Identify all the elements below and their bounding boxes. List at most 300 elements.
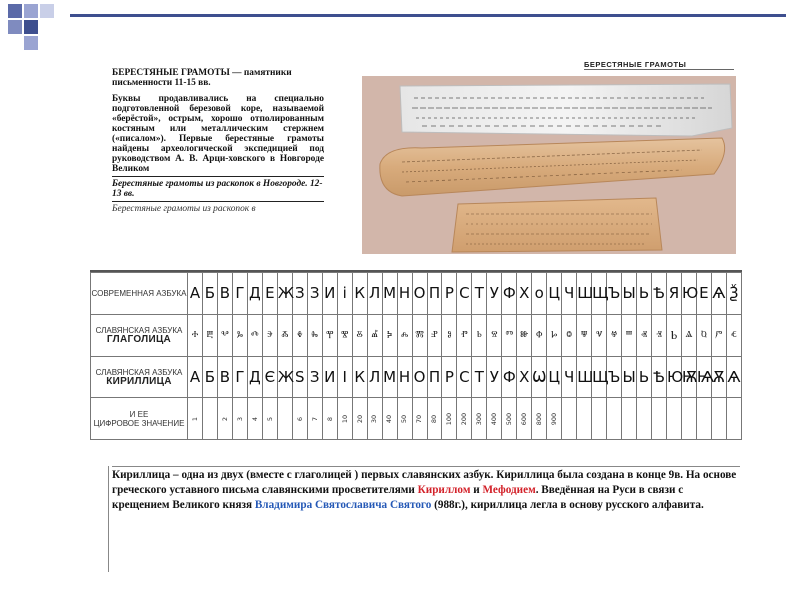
modern-letter-cell xyxy=(681,273,699,315)
cyrillic-letter-cell xyxy=(307,356,322,398)
name-mefodiy: Мефодием xyxy=(482,484,536,496)
numeric-letter-cell xyxy=(217,398,232,440)
modern-letter: З xyxy=(294,284,305,303)
cyrillic-letter: Р xyxy=(444,367,454,386)
glagolitic-letter: ⱎ xyxy=(625,327,633,342)
numeric-letter: 30 xyxy=(370,414,379,423)
glagolitic-letter: ⰸ xyxy=(311,327,319,342)
numeric-letter: 70 xyxy=(415,414,424,423)
modern-letter: Ш xyxy=(577,284,594,303)
modern-letter: У xyxy=(489,284,499,303)
glagolitic-letter: ⰴ xyxy=(251,327,259,342)
cyrillic-letter: С xyxy=(459,367,470,386)
cyrillic-letter: Ѕ xyxy=(295,367,305,386)
cyrillic-letter-cell xyxy=(637,356,652,398)
name-vladimir: Владимира Святославича Святого xyxy=(254,499,432,511)
numeric-letter-cell xyxy=(487,398,502,440)
cyrillic-letter-cell xyxy=(202,356,217,398)
cyrillic-letter: І xyxy=(342,367,347,386)
cyrillic-letter-cell xyxy=(547,356,562,398)
glagolitic-letter: ⱆ xyxy=(520,327,529,342)
cyrillic-letter: Д xyxy=(249,367,261,386)
bark-strip-grey xyxy=(400,84,732,136)
glagolitic-letter-cell xyxy=(667,314,682,356)
decor-square-2 xyxy=(24,4,38,18)
modern-letter: Р xyxy=(444,284,454,303)
glagolitic-letter-cell xyxy=(352,314,367,356)
modern-letter: Х xyxy=(519,284,530,303)
cyrillic-letter: В xyxy=(219,367,231,386)
glagolitic-letter-cell xyxy=(188,314,203,356)
modern-letter: В xyxy=(219,284,231,303)
cyrillic-letter-cell xyxy=(217,356,232,398)
glagolitic-letter-cell xyxy=(652,314,667,356)
modern-letter-cell xyxy=(292,273,307,315)
numeric-letter-cell xyxy=(232,398,247,440)
glagolitic-letter: ⰰ xyxy=(191,327,199,342)
cyrillic-letter: Х xyxy=(519,367,530,386)
modern-letter: Я xyxy=(668,284,680,303)
cyrillic-letter-cell xyxy=(367,356,382,398)
modern-letter-cell xyxy=(337,273,352,315)
birch-bark-illustration xyxy=(362,76,736,254)
glagolitic-letter-cell xyxy=(726,314,741,356)
glagolitic-letter: ⱉ xyxy=(566,327,572,342)
numeric-letter-cell xyxy=(547,398,562,440)
modern-letter-cell xyxy=(696,273,711,315)
cyrillic-letter: К xyxy=(354,367,365,386)
row-label-modern xyxy=(91,273,188,315)
cyrillic-letter-cell xyxy=(292,356,307,398)
row-label-numeric xyxy=(91,398,188,440)
glagolitic-letter: ⱐ xyxy=(656,327,662,342)
modern-letter: Д xyxy=(249,284,261,303)
numeric-value-row xyxy=(91,398,742,440)
cyrillic-letter: Ф xyxy=(502,367,516,386)
glagolitic-letter: ⰹ xyxy=(325,327,334,342)
glagolitic-letter-cell xyxy=(262,314,277,356)
cyrillic-letter-cell xyxy=(412,356,427,398)
numeric-letter: 100 xyxy=(445,412,454,425)
article-separator-2 xyxy=(112,201,324,202)
modern-letter: Ж xyxy=(277,284,294,303)
cyrillic-letter: Ц xyxy=(548,367,561,386)
glagolitic-letter-cell xyxy=(472,314,487,356)
glagolitic-letter-cell xyxy=(232,314,247,356)
modern-letter: Ю xyxy=(681,284,699,303)
row-label-numeric-small: И ЕЕ xyxy=(129,409,149,419)
numeric-letter-cell xyxy=(352,398,367,440)
modern-letter: П xyxy=(428,284,441,303)
modern-letter: Г xyxy=(235,284,245,303)
modern-letter-cell xyxy=(622,273,637,315)
numeric-letter-cell xyxy=(652,398,667,440)
cyrillic-letter-cell xyxy=(472,356,487,398)
glagolitic-letter-cell xyxy=(367,314,382,356)
modern-letter: И xyxy=(324,284,336,303)
numeric-letter: 1 xyxy=(190,416,199,421)
glagolitic-letter-cell xyxy=(592,314,607,356)
cyrillic-letter-cell xyxy=(622,356,637,398)
article-title: БЕРЕСТЯНЫЕ ГРАМОТЫ — памятники письменности 11-15 вв. xyxy=(112,68,292,88)
numeric-letter-cell xyxy=(307,398,322,440)
cyrillic-letter: Ч xyxy=(564,367,575,386)
modern-letter-cell xyxy=(442,273,457,315)
glagolitic-letter-cell xyxy=(292,314,307,356)
numeric-letter: 200 xyxy=(460,412,469,425)
modern-letter-cell xyxy=(577,273,592,315)
numeric-letter-cell xyxy=(292,398,307,440)
glagolitic-letter: Ⱃ xyxy=(670,327,678,342)
cyrillic-letter: А xyxy=(189,367,201,386)
cyrillic-letter: О xyxy=(413,367,426,386)
glagolitic-letter: ⰺ xyxy=(340,327,349,342)
cyrillic-letter-cell xyxy=(532,356,547,398)
glagolitic-letter-cell xyxy=(457,314,472,356)
numeric-letter-cell xyxy=(457,398,472,440)
glagolitic-letter-cell xyxy=(427,314,442,356)
modern-letter-cell xyxy=(412,273,427,315)
numeric-letter: 7 xyxy=(310,416,319,421)
cyrillic-letter-cell xyxy=(322,356,337,398)
glagolitic-letter-cell xyxy=(217,314,232,356)
article-caption: Берестяные грамоты из раскопок в Новгороде. 12-13 вв. xyxy=(112,179,323,199)
modern-letter: А xyxy=(189,284,201,303)
cyrillic-letter-cell xyxy=(652,356,667,398)
cyrillic-letter: Ѭ xyxy=(681,367,698,386)
row-label-modern-text: СОВРЕМЕННАЯ АЗБУКА xyxy=(91,288,187,298)
note-text-2: и xyxy=(470,484,483,496)
cyrillic-letter: Н xyxy=(398,367,411,386)
glagolitic-letter: ⱓ xyxy=(715,327,723,342)
glagolitic-letter-cell xyxy=(696,314,711,356)
cyrillic-letter: Ѧ xyxy=(727,367,741,386)
modern-letter-cell xyxy=(667,273,682,315)
numeric-letter-cell xyxy=(442,398,457,440)
cyrillic-letter: Ы xyxy=(622,367,636,386)
glagolitic-letter-cell xyxy=(547,314,562,356)
glagolitic-letter-cell xyxy=(622,314,637,356)
cyrillic-letter-cell xyxy=(442,356,457,398)
modern-letter-cell xyxy=(592,273,607,315)
cyrillic-letter: Ю xyxy=(667,367,684,386)
glagolitic-letter: ⱏ xyxy=(641,327,648,342)
article-body: Буквы продавливались на специально подготовленной березовой коре, называемой «берёстой», острым, хорошо отполированным костяным или металлическим стержнем («писалом»). Первые берестяные грамоты найдены археологической экспедицией под руководством А. В. Арци-ховского в Новгороде Великом xyxy=(112,94,324,174)
numeric-letter-cell xyxy=(322,398,337,440)
numeric-letter: 6 xyxy=(295,416,304,421)
modern-letter: Ф xyxy=(502,284,516,303)
modern-letter: Ѧ xyxy=(712,284,726,303)
glagolitic-letter-cell xyxy=(637,314,652,356)
cyrillic-letter: Л xyxy=(368,367,381,386)
cyrillic-letter-cell xyxy=(592,356,607,398)
numeric-letter-cell xyxy=(637,398,652,440)
numeric-letter-cell xyxy=(726,398,741,440)
cyrillic-letter-cell xyxy=(352,356,367,398)
cyrillic-letter: Ѡ xyxy=(532,367,547,386)
glagolitic-letter: ⱁ xyxy=(447,327,452,342)
numeric-letter-cell xyxy=(382,398,397,440)
modern-letter-cell xyxy=(711,273,726,315)
glagolitic-letter: ⱇ xyxy=(536,327,543,342)
modern-letter-cell xyxy=(277,273,292,315)
glagolitic-letter: ⰲ xyxy=(221,327,229,342)
modern-letter: Ѣ xyxy=(653,284,665,303)
cyrillic-letter-cell xyxy=(247,356,262,398)
modern-letter-cell xyxy=(517,273,532,315)
cyrillic-letter-cell xyxy=(262,356,277,398)
numeric-letter-cell xyxy=(711,398,726,440)
cyrillic-letter: У xyxy=(489,367,499,386)
numeric-letter-cell xyxy=(202,398,217,440)
cyrillic-letter: Ъ xyxy=(607,367,621,386)
modern-letter-cell xyxy=(487,273,502,315)
modern-letter: Т xyxy=(474,284,484,303)
numeric-letter: 40 xyxy=(385,414,394,423)
birch-bark-photo xyxy=(362,76,736,254)
modern-letter-cell xyxy=(382,273,397,315)
numeric-letter: 8 xyxy=(325,416,334,421)
numeric-letter-cell xyxy=(367,398,382,440)
modern-letter-cell xyxy=(247,273,262,315)
glagolitic-letter-cell xyxy=(247,314,262,356)
modern-letter-cell xyxy=(202,273,217,315)
modern-letter-cell xyxy=(217,273,232,315)
alphabet-table xyxy=(90,270,742,444)
cyrillic-letter: Ѩ xyxy=(696,367,715,386)
cyrillic-letter-cell xyxy=(232,356,247,398)
numeric-letter-cell xyxy=(188,398,203,440)
glagolitic-letter: ⱄ xyxy=(491,327,498,342)
modern-letter: о xyxy=(534,284,544,303)
decor-square-3 xyxy=(40,4,54,18)
decor-square-5 xyxy=(24,20,38,34)
numeric-letter: 300 xyxy=(475,412,484,425)
modern-letter-cell xyxy=(547,273,562,315)
cyrillic-letter-cell xyxy=(607,356,622,398)
glagolitic-letter-cell xyxy=(412,314,427,356)
modern-letter-cell xyxy=(367,273,382,315)
note-text-4: (988г.), кириллица легла в основу русского алфавита. xyxy=(431,499,704,511)
cyrillic-letter: И xyxy=(324,367,336,386)
row-label-cyrillic xyxy=(91,356,188,398)
numeric-letter-cell xyxy=(577,398,592,440)
cyrillic-letter-cell xyxy=(397,356,412,398)
modern-letter: Н xyxy=(398,284,411,303)
numeric-letter: 400 xyxy=(490,412,499,425)
glagolitic-letter: ⱒ xyxy=(701,327,707,342)
cyrillic-letter-cell xyxy=(517,356,532,398)
glagolitic-letter: ⱍ xyxy=(610,327,618,342)
cyrillic-letter-cell xyxy=(337,356,352,398)
note-text-1: Кириллица – одна из двух (вместе с глаголицей ) первых славянских азбук. Кириллица была создана в конце 9в. На основе греческого уставного письма славянскими просветителями xyxy=(112,469,737,496)
cyrillic-letter-cell xyxy=(696,356,715,398)
glagolitic-letter: ⰱ xyxy=(206,327,214,342)
birch-bark-article xyxy=(112,68,324,244)
modern-alphabet-row xyxy=(91,273,742,315)
row-label-cyrillic-big: КИРИЛЛИЦА xyxy=(106,375,172,387)
numeric-letter: 900 xyxy=(550,412,559,425)
glagolitic-letter: ⱂ xyxy=(461,327,468,342)
modern-letter: Е xyxy=(265,284,275,303)
modern-letter: Е xyxy=(699,284,709,303)
cyrillic-letter-cell xyxy=(487,356,502,398)
modern-letter-cell xyxy=(472,273,487,315)
row-label-glagolitic-big: ГЛАГОЛИЦА xyxy=(106,334,172,346)
modern-letter: Ы xyxy=(622,284,636,303)
cyrillic-letter: Щ xyxy=(592,367,609,386)
glagolitic-letter-cell xyxy=(532,314,547,356)
glagolitic-letter: ⱔ xyxy=(730,327,738,342)
row-label-numeric-big: ЦИФРОВОЕ ЗНАЧЕНИЕ xyxy=(93,418,185,428)
cyrillic-letter: Г xyxy=(235,367,245,386)
cyrillic-letter-cell xyxy=(382,356,397,398)
numeric-letter-cell xyxy=(517,398,532,440)
numeric-letter-cell xyxy=(427,398,442,440)
numeric-letter-cell xyxy=(502,398,517,440)
glagolitic-letter-cell xyxy=(562,314,577,356)
numeric-letter: 2 xyxy=(220,416,229,421)
cyrillic-letter: Є xyxy=(264,367,276,386)
glagolitic-letter-cell xyxy=(442,314,457,356)
glagolitic-letter: ⰻ xyxy=(356,327,363,342)
glagolitic-letter-cell xyxy=(607,314,622,356)
numeric-letter-cell xyxy=(667,398,682,440)
modern-letter-cell xyxy=(307,273,322,315)
note-text-3: . Введённая на Руси в связи с крещением Великого князя xyxy=(112,484,684,511)
cyrillic-letter-cell xyxy=(502,356,517,398)
glagolitic-letter: ⱈ xyxy=(551,327,558,342)
numeric-letter: 10 xyxy=(340,414,349,423)
glagolitic-letter: ⱀ xyxy=(431,327,438,342)
numeric-letter-cell xyxy=(592,398,607,440)
modern-letter-cell xyxy=(322,273,337,315)
numeric-letter-cell xyxy=(472,398,487,440)
note-frame-left xyxy=(108,466,109,572)
glagolitic-letter: ⱋ xyxy=(580,327,588,342)
glagolitic-letter: ⱑ xyxy=(685,327,693,342)
modern-letter: і xyxy=(342,284,347,303)
numeric-letter-cell xyxy=(562,398,577,440)
decor-square-4 xyxy=(8,20,22,34)
row-label-glagolitic-small: СЛАВЯНСКАЯ АЗБУКА xyxy=(95,326,183,336)
numeric-letter-cell xyxy=(607,398,622,440)
modern-letter: З xyxy=(309,284,320,303)
cyrillic-letter-cell xyxy=(277,356,292,398)
cyrillic-letter: П xyxy=(428,367,441,386)
cyrillic-letter-cell xyxy=(427,356,442,398)
glagolitic-letter-cell xyxy=(397,314,412,356)
decor-square-1 xyxy=(8,4,22,18)
cyrillic-letter-cell xyxy=(562,356,577,398)
glagolitic-letter-cell xyxy=(711,314,726,356)
modern-letter: О xyxy=(413,284,426,303)
modern-letter-cell xyxy=(397,273,412,315)
modern-letter-cell xyxy=(532,273,547,315)
modern-letter: Л xyxy=(368,284,381,303)
cyrillic-paragraph xyxy=(112,468,740,513)
numeric-letter: 5 xyxy=(265,416,274,421)
numeric-letter: 500 xyxy=(505,412,514,425)
row-label-cyrillic-small: СЛАВЯНСКАЯ АЗБУКА xyxy=(95,367,183,377)
modern-letter-cell xyxy=(188,273,203,315)
modern-letter: Ч xyxy=(564,284,575,303)
cyrillic-row xyxy=(91,356,742,398)
modern-letter: К xyxy=(354,284,365,303)
glagolitic-letter-cell xyxy=(277,314,292,356)
numeric-letter: 80 xyxy=(430,414,439,423)
cyrillic-letter-cell xyxy=(681,356,696,398)
glagolitic-letter-cell xyxy=(517,314,532,356)
modern-letter-cell xyxy=(502,273,517,315)
modern-letter-cell xyxy=(232,273,247,315)
decor-square-6 xyxy=(24,36,38,50)
glagolitic-letter: ⰷ xyxy=(296,327,303,342)
cyrillic-letter: Ѣ xyxy=(653,367,665,386)
glagolitic-letter: ⱅ xyxy=(505,327,514,342)
cyrillic-letter: З xyxy=(309,367,320,386)
modern-letter-cell xyxy=(457,273,472,315)
glagolitic-letter: ⱃ xyxy=(476,327,482,342)
glagolitic-letter-cell xyxy=(307,314,322,356)
bark-panel-header: БЕРЕСТЯНЫЕ ГРАМОТЫ xyxy=(584,60,687,69)
cyrillic-letter: Ш xyxy=(577,367,594,386)
modern-letter: Ъ xyxy=(607,284,621,303)
cyrillic-letter: М xyxy=(383,367,397,386)
modern-letter: С xyxy=(459,284,470,303)
bark-strip-long xyxy=(380,138,725,196)
article-caption-repeat: Берестяные грамоты из раскопок в xyxy=(112,204,256,214)
numeric-letter: 800 xyxy=(535,412,544,425)
cyrillic-letter: Т xyxy=(474,367,484,386)
cyrillic-letter-cell xyxy=(457,356,472,398)
modern-letter: Б xyxy=(204,284,216,303)
numeric-letter: 600 xyxy=(520,412,529,425)
cyrillic-letter-cell xyxy=(726,356,741,398)
numeric-letter: 4 xyxy=(250,416,259,421)
note-frame-top xyxy=(112,466,740,467)
glagolitic-letter-cell xyxy=(577,314,592,356)
numeric-letter-cell xyxy=(532,398,547,440)
numeric-letter-cell xyxy=(397,398,412,440)
cyrillic-letter-cell xyxy=(188,356,203,398)
glagolitic-letter-cell xyxy=(487,314,502,356)
modern-letter-cell xyxy=(652,273,667,315)
modern-letter-cell xyxy=(262,273,277,315)
cyrillic-description xyxy=(112,466,740,572)
cyrillic-letter: Ж xyxy=(277,367,294,386)
glagolitic-letter: ⰶ xyxy=(281,327,289,342)
numeric-letter-cell xyxy=(262,398,277,440)
numeric-letter-cell xyxy=(696,398,711,440)
modern-letter: Ѯ xyxy=(729,284,739,303)
numeric-letter: 3 xyxy=(235,416,244,421)
article-separator xyxy=(112,176,324,177)
glagolitic-letter: ⰵ xyxy=(266,327,273,342)
glagolitic-letter: ⰳ xyxy=(236,327,244,342)
glagolitic-letter-cell xyxy=(337,314,352,356)
numeric-letter-cell xyxy=(277,398,292,440)
name-kirill: Кириллом xyxy=(417,484,471,496)
modern-letter-cell xyxy=(607,273,622,315)
glagolitic-letter: ⰾ xyxy=(400,327,409,342)
modern-letter: Щ xyxy=(592,284,609,303)
numeric-letter-cell xyxy=(681,398,696,440)
glagolitic-row xyxy=(91,314,742,356)
modern-letter-cell xyxy=(352,273,367,315)
glagolitic-letter: ⰽ xyxy=(386,327,393,342)
modern-letter: М xyxy=(383,284,397,303)
